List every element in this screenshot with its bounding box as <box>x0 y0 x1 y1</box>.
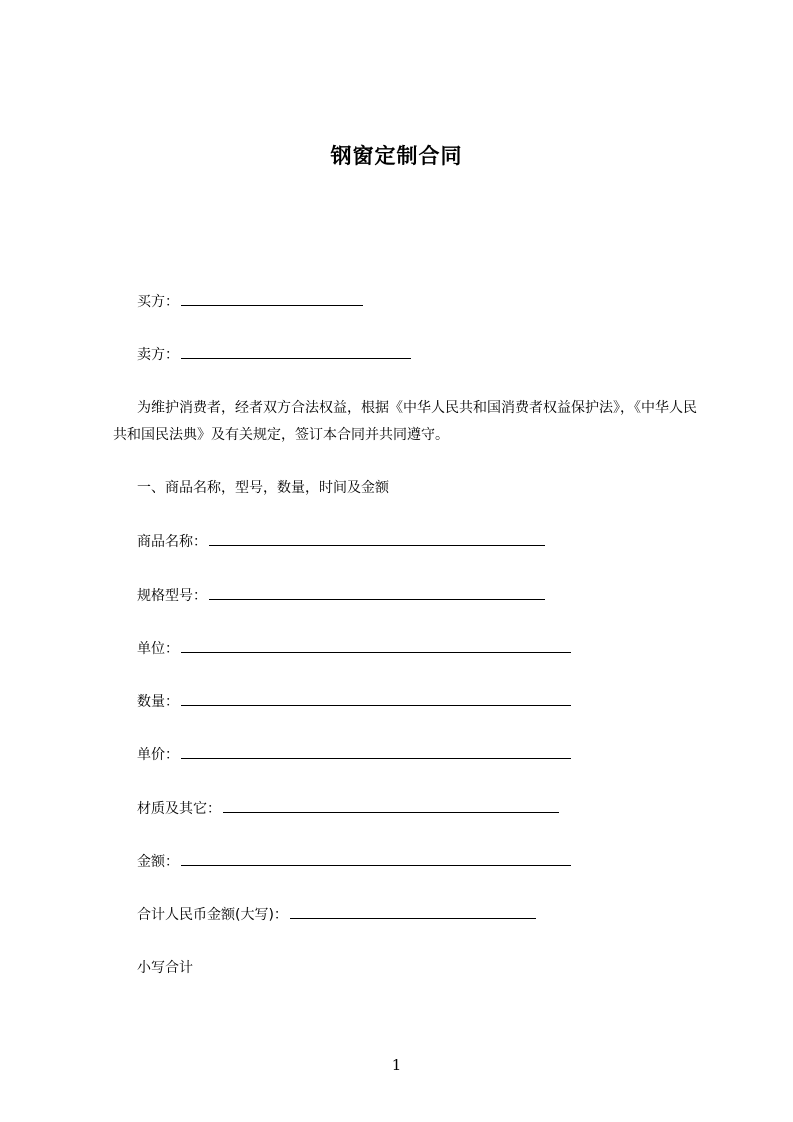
amount-blank <box>181 851 571 866</box>
unit-blank <box>181 638 571 653</box>
buyer-label: 买方： <box>137 294 179 310</box>
quantity-line <box>137 691 571 712</box>
unit-price-line <box>137 744 571 765</box>
unit-line <box>137 638 571 659</box>
seller-line <box>137 344 411 365</box>
model-label: 规格型号： <box>137 588 207 604</box>
section1-heading: 一、商品名称，型号，数量，时间及金额 <box>137 480 389 496</box>
subtotal-line: 小写合计 <box>137 960 193 976</box>
total-rmb-line <box>137 904 536 925</box>
product-name-label: 商品名称： <box>137 534 207 550</box>
unit-label: 单位： <box>137 641 179 657</box>
seller-label: 卖方： <box>137 347 179 363</box>
intro-paragraph: 为维护消费者，经者双方合法权益，根据《中华人民共和国消费者权益保护法》，《中华人民共和国民法典》及有关规定，签订本合同并共同遵守。 <box>113 400 697 443</box>
buyer-line <box>137 291 363 312</box>
page-number: 1 <box>391 1056 402 1074</box>
material-line <box>137 798 559 819</box>
quantity-label: 数量： <box>137 694 179 710</box>
material-label: 材质及其它： <box>137 801 221 817</box>
document-title: 钢窗定制合同 <box>330 144 463 168</box>
product-name-blank <box>209 531 545 546</box>
amount-label: 金额： <box>137 854 179 870</box>
total-rmb-label: 合计人民币金额(大写)： <box>137 907 288 923</box>
total-rmb-blank <box>290 904 536 919</box>
buyer-blank <box>181 291 363 306</box>
quantity-blank <box>181 691 571 706</box>
seller-blank <box>181 344 411 359</box>
amount-line <box>137 851 571 872</box>
model-blank <box>209 585 545 600</box>
unit-price-blank <box>181 744 571 759</box>
model-line <box>137 585 545 606</box>
product-name-line <box>137 531 545 552</box>
unit-price-label: 单价： <box>137 747 179 763</box>
material-blank <box>223 798 559 813</box>
